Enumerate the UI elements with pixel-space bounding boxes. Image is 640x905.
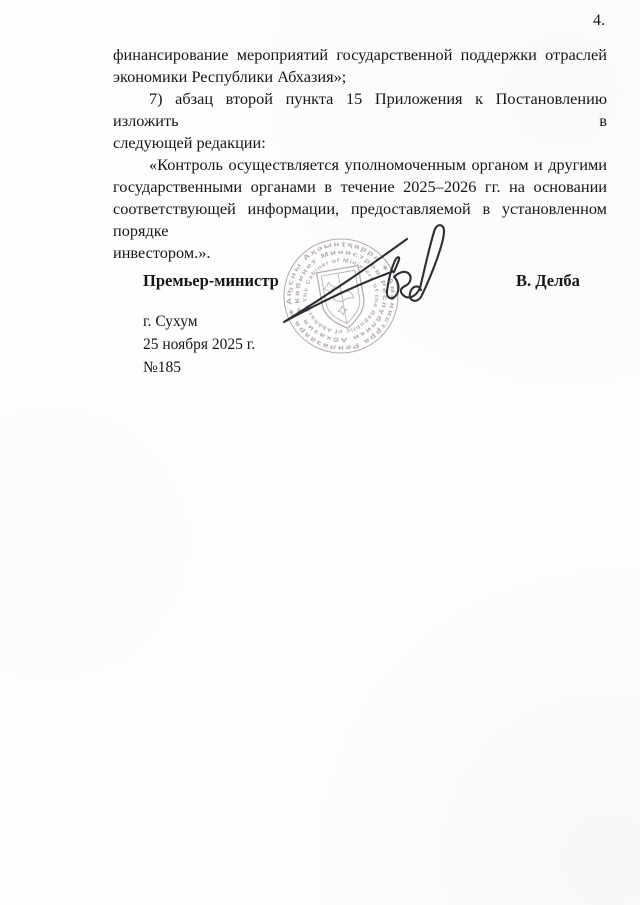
date-line: 25 ноября 2025 г. [143,336,256,353]
text-line: следующей редакции: [113,133,266,152]
text-line: государственными органами в течение 2025–2026 гг. на основании [113,177,607,196]
signer-name: В. Делба [516,271,580,290]
stamp-ring-middle-text: Кабинет Министров Республики Абхазия ✶ [293,248,389,344]
document-number: №185 [143,359,182,376]
text-line: соответствующей информации, предоставляемой в установленном порядке [113,199,607,240]
signer-title: Премьер-министр [143,271,279,290]
text-line: «Контроль осуществляется уполномоченным органом и другими [149,155,607,174]
stamp-ring-inner-text: The Cabinet of Ministers of the Republic of Abkhazia [302,257,380,335]
stamp-ring-outer-text: Аҧсны Аҳәынҭқарра ✶ Аминистрра Реилазаара ✶ [285,240,397,352]
page-number: 4. [593,12,605,29]
text-line: финансирование мероприятий государственной поддержки отраслей [113,45,607,64]
place-line: г. Сухум [143,313,198,330]
text-line: экономики Республики Абхазия»; [113,67,347,86]
handwritten-signature [252,210,462,330]
text-line: инвестором.». [113,243,211,262]
signature-stroke-letters [387,225,444,301]
text-line: 7) абзац второй пункта 15 Приложения к Постановлению изложить в [113,89,607,130]
